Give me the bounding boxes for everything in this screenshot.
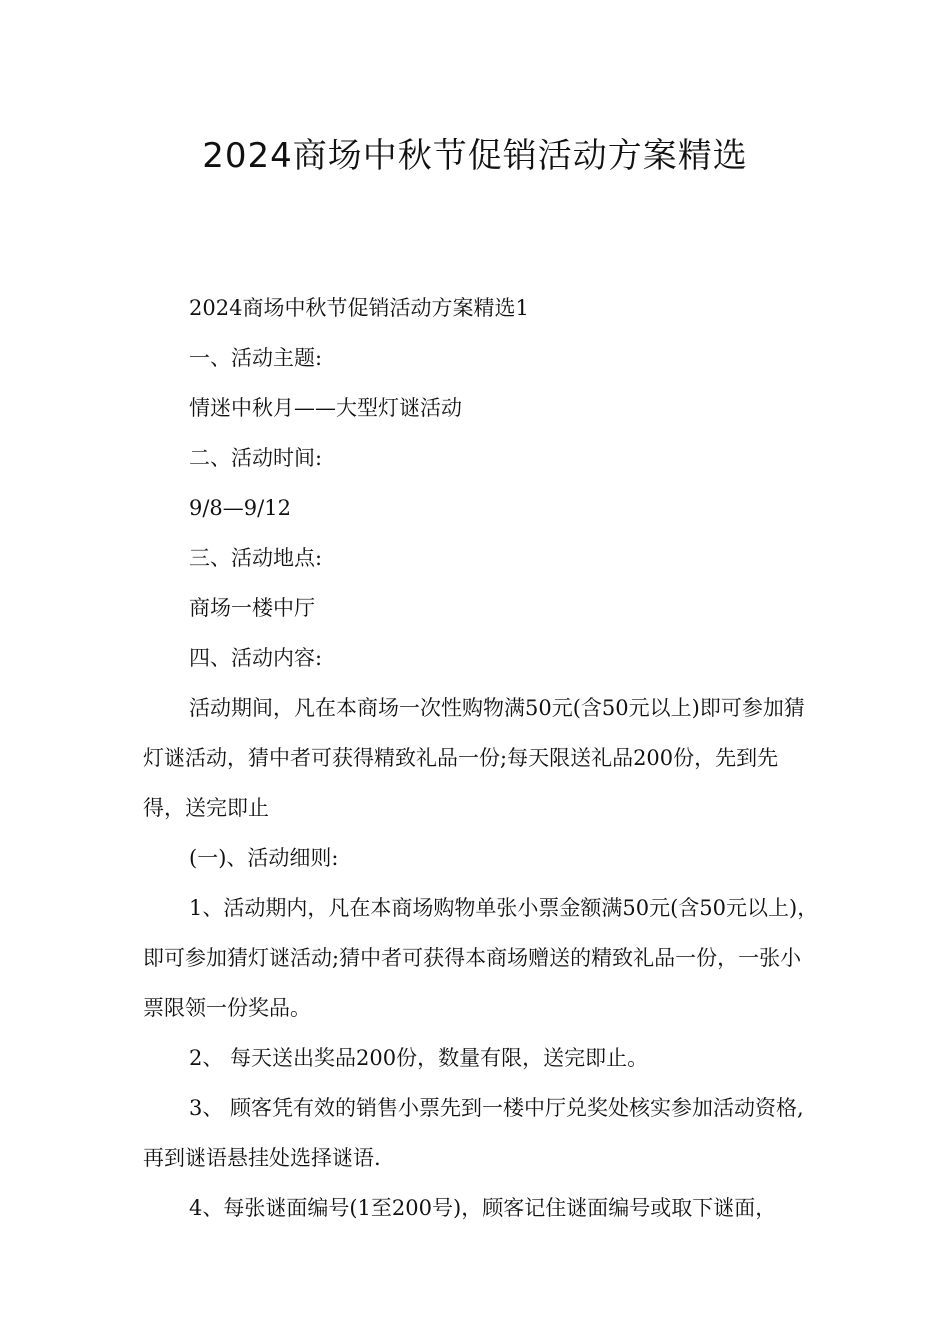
- subsection-heading-rules: (一)、活动细则:: [189, 846, 339, 870]
- rule-4: 4、每张谜面编号(1至200号)，顾客记住谜面编号或取下谜面，: [189, 1196, 777, 1220]
- rule-3: 3、 顾客凭有效的销售小票先到一楼中厅兑奖处核实参加活动资格,再到谜语悬挂处选择谜语.: [143, 1096, 804, 1170]
- item-heading-content: 四、活动内容:: [189, 646, 323, 670]
- section-heading: 2024商场中秋节促销活动方案精选1: [189, 296, 529, 320]
- item-heading-time: 二、活动时间:: [189, 446, 323, 470]
- rule-2: 2、 每天送出奖品200份，数量有限，送完即止。: [189, 1046, 649, 1070]
- item-value-time: 9/8—9/12: [189, 496, 291, 520]
- item-value-location: 商场一楼中厅: [189, 596, 315, 620]
- document-title: 2024商场中秋节促销活动方案精选: [202, 136, 748, 176]
- item-heading-location: 三、活动地点:: [189, 546, 323, 570]
- paragraph-content: 活动期间，凡在本商场一次性购物满50元(含50元以上)即可参加猜灯谜活动，猜中者可获得精致礼品一份;每天限送礼品200份，先到先得，送完即止: [143, 696, 805, 820]
- item-heading-theme: 一、活动主题:: [189, 346, 323, 370]
- rule-1: 1、活动期内，凡在本商场购物单张小票金额满50元(含50元以上)，即可参加猜灯谜活动;猜中者可获得本商场赠送的精致礼品一份，一张小票限领一份奖品。: [143, 896, 819, 1020]
- document-body: [143, 283, 819, 1233]
- item-value-theme: 情迷中秋月——大型灯谜活动: [189, 396, 462, 420]
